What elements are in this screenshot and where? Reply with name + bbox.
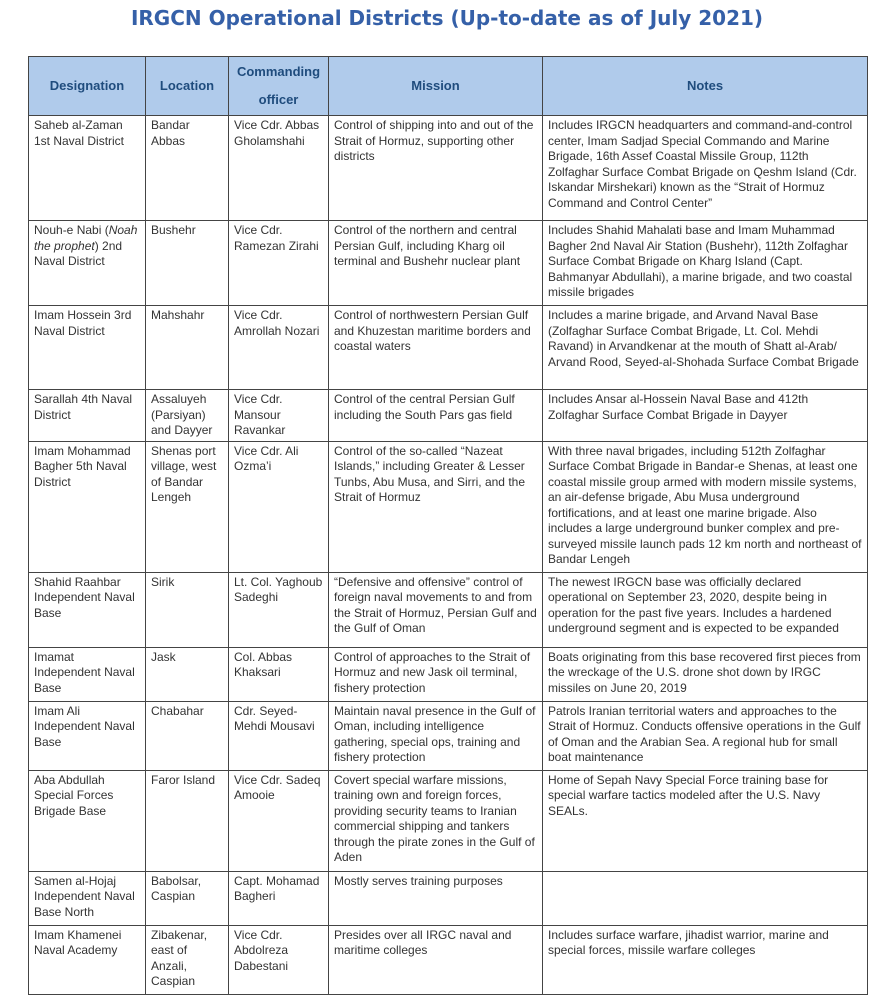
cell-designation: Shahid Raahbar Independent Naval Base — [29, 572, 146, 647]
cell-notes: Includes a marine brigade, and Arvand Naval Base (Zolfaghar Surface Combat Brigade, Lt. Col. Mehdi Ravand) in Arvandkenar at the mouth of Shatt al-Arab/ Arvand Rood, Seyed-al-Shohada Surface Combat Brigade — [543, 306, 868, 390]
cell-location: Chabahar — [146, 701, 229, 770]
cell-designation: Sarallah 4th Naval District — [29, 390, 146, 442]
cell-notes — [543, 871, 868, 925]
cell-officer: Vice Cdr. Ali Ozma’i — [229, 441, 329, 572]
cell-notes: With three naval brigades, including 512th Zolfaghar Surface Combat Brigade in Bandar-e Shenas, at least one coastal missile group armed with modern missile systems, an air-defense brigade, Abu Musa underground fortifications, and at least one marine brigade. Also includes a large underground bunker complex and pre-surveyed missile launch pads 12 km north and northeast of Bandar Lengeh — [543, 441, 868, 572]
cell-location: Jask — [146, 647, 229, 701]
designation-italic: Noah the prophet — [34, 223, 138, 253]
cell-officer: Vice Cdr. Ramezan Zirahi — [229, 221, 329, 306]
districts-table — [28, 56, 868, 995]
cell-designation: Saheb al-Zaman 1st Naval District — [29, 116, 146, 221]
table-row — [29, 925, 868, 994]
cell-location: Faror Island — [146, 770, 229, 871]
cell-designation: Imamat Independent Naval Base — [29, 647, 146, 701]
designation-part: Nouh-e Nabi ( — [34, 223, 109, 237]
cell-location: Zibakenar, east of Anzali, Caspian — [146, 925, 229, 994]
cell-officer: Col. Abbas Khaksari — [229, 647, 329, 701]
cell-location: Bandar Abbas — [146, 116, 229, 221]
header-mission: Mission — [329, 57, 543, 116]
cell-designation: Imam Mohammad Bagher 5th Naval District — [29, 441, 146, 572]
table-row — [29, 701, 868, 770]
cell-location: Bushehr — [146, 221, 229, 306]
table-row — [29, 770, 868, 871]
cell-notes: Includes IRGCN headquarters and command-and-control center, Imam Sadjad Special Commando and Marine Brigade, 16th Assef Coastal Missile Group, 112th Zolfaghar Surface Combat Brigade on Qeshm Island (Cdr. Iskandar Mirshekari) known as the “Strait of Hormuz Command and Control Center” — [543, 116, 868, 221]
cell-notes: Home of Sepah Navy Special Force training base for special warfare tactics modeled after the U.S. Navy SEALs. — [543, 770, 868, 871]
cell-designation — [29, 221, 146, 306]
cell-location: Sirik — [146, 572, 229, 647]
cell-notes: Boats originating from this base recovered first pieces from the wreckage of the U.S. drone shot down by IRGC missiles on June 20, 2019 — [543, 647, 868, 701]
table-row — [29, 647, 868, 701]
page-title: IRGCN Operational Districts (Up-to-date as of July 2021) — [130, 6, 764, 30]
table-header-row — [29, 57, 868, 116]
cell-notes: Includes Shahid Mahalati base and Imam Muhammad Bagher 2nd Naval Air Station (Bushehr), 112th Zolfaghar Surface Combat Brigade on Kharg Island (Capt. Bahmanyar Abdullahi), a marine brigade, and two coastal missile brigades — [543, 221, 868, 306]
cell-mission: Mostly serves training purposes — [329, 871, 543, 925]
cell-mission: Presides over all IRGC naval and maritime colleges — [329, 925, 543, 994]
cell-location: Babolsar, Caspian — [146, 871, 229, 925]
cell-mission: Control of the northern and central Persian Gulf, including Kharg oil terminal and Bushehr nuclear plant — [329, 221, 543, 306]
cell-mission: Control of approaches to the Strait of Hormuz and new Jask oil terminal, fishery protection — [329, 647, 543, 701]
cell-mission: Control of the so-called “Nazeat Islands,” including Greater & Lesser Tunbs, Abu Musa, and Sirri, and the Strait of Hormuz — [329, 441, 543, 572]
cell-designation: Imam Hossein 3rd Naval District — [29, 306, 146, 390]
cell-mission: Control of northwestern Persian Gulf and Khuzestan maritime borders and coastal waters — [329, 306, 543, 390]
cell-officer: Vice Cdr. Mansour Ravankar — [229, 390, 329, 442]
cell-location: Assaluyeh (Parsiyan) and Dayyer — [146, 390, 229, 442]
table-row — [29, 390, 868, 442]
cell-officer: Lt. Col. Yaghoub Sadeghi — [229, 572, 329, 647]
header-notes: Notes — [543, 57, 868, 116]
cell-mission: “Defensive and offensive” control of foreign naval movements to and from the Strait of Hormuz, Persian Gulf and the Gulf of Oman — [329, 572, 543, 647]
table-row — [29, 572, 868, 647]
cell-location: Mahshahr — [146, 306, 229, 390]
cell-designation: Samen al-Hojaj Independent Naval Base North — [29, 871, 146, 925]
cell-designation: Aba Abdullah Special Forces Brigade Base — [29, 770, 146, 871]
cell-mission: Control of the central Persian Gulf including the South Pars gas field — [329, 390, 543, 442]
cell-officer: Vice Cdr. Sadeq Amooie — [229, 770, 329, 871]
table-row — [29, 116, 868, 221]
cell-officer: Capt. Mohamad Bagheri — [229, 871, 329, 925]
cell-mission: Covert special warfare missions, training own and foreign forces, providing security teams to Iranian commercial shipping and tankers through the pirate zones in the Gulf of Aden — [329, 770, 543, 871]
cell-notes: Includes surface warfare, jihadist warrior, marine and special forces, missile warfare colleges — [543, 925, 868, 994]
table-row — [29, 871, 868, 925]
cell-designation: Imam Khamenei Naval Academy — [29, 925, 146, 994]
cell-officer: Cdr. Seyed-Mehdi Mousavi — [229, 701, 329, 770]
cell-mission: Maintain naval presence in the Gulf of Oman, including intelligence gathering, special ops, training and fishery protection — [329, 701, 543, 770]
table-row — [29, 221, 868, 306]
cell-location: Shenas port village, west of Bandar Lengeh — [146, 441, 229, 572]
cell-officer: Vice Cdr. Abbas Gholamshahi — [229, 116, 329, 221]
header-designation: Designation — [29, 57, 146, 116]
table-row — [29, 306, 868, 390]
cell-notes: Patrols Iranian territorial waters and approaches to the Strait of Hormuz. Conducts offensive operations in the Gulf of Oman and the Arabian Sea. A regional hub for small boat maintenance — [543, 701, 868, 770]
cell-notes: Includes Ansar al-Hossein Naval Base and 412th Zolfaghar Surface Combat Brigade in Dayyer — [543, 390, 868, 442]
cell-officer: Vice Cdr. Abdolreza Dabestani — [229, 925, 329, 994]
cell-mission: Control of shipping into and out of the Strait of Hormuz, supporting other districts — [329, 116, 543, 221]
designation-part: ) 2nd Naval District — [34, 238, 123, 268]
table-row — [29, 441, 868, 572]
cell-notes: The newest IRGCN base was officially declared operational on September 23, 2020, despite being in operation for the past five years. Includes a hardened underground segment and is expected to be expanded — [543, 572, 868, 647]
cell-officer: Vice Cdr. Amrollah Nozari — [229, 306, 329, 390]
cell-designation: Imam Ali Independent Naval Base — [29, 701, 146, 770]
header-location: Location — [146, 57, 229, 116]
header-commanding-officer: Commanding officer — [229, 57, 329, 116]
